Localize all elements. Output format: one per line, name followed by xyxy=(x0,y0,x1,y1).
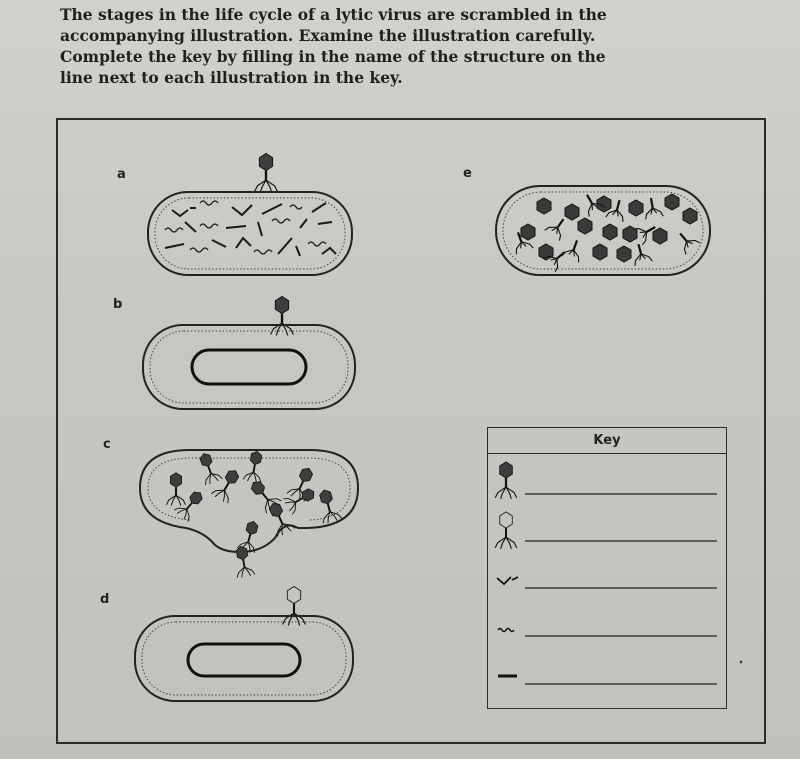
capsid-icon xyxy=(683,208,697,224)
virus-icon xyxy=(174,487,208,522)
tail-fiber-icon xyxy=(545,214,571,241)
capsid-icon xyxy=(578,218,592,234)
stage-c-cell xyxy=(140,450,358,578)
stage-a-cell xyxy=(148,153,352,275)
virus-icon xyxy=(315,488,342,525)
attached-virus-icon xyxy=(255,153,278,192)
capsid-icon xyxy=(521,224,535,240)
tail-fiber-icon xyxy=(562,237,586,262)
capsid-icon xyxy=(565,204,579,220)
dna-fragments xyxy=(165,201,336,256)
circular-dna xyxy=(192,350,306,384)
capsid-icon xyxy=(629,200,643,216)
stage-label-b: b xyxy=(113,297,123,312)
capsid-icon xyxy=(665,194,679,210)
empty-virus-icon xyxy=(283,586,306,625)
virus-icon xyxy=(166,473,185,506)
stage-label-d: d xyxy=(100,592,110,607)
virus-icon xyxy=(195,451,222,486)
stage-label-a: a xyxy=(117,167,126,182)
tail-fiber-icon xyxy=(642,197,663,220)
capsid-icon xyxy=(653,228,667,244)
stage-label-c: c xyxy=(103,437,111,452)
attached-virus-icon xyxy=(271,296,294,335)
instructions-text: The stages in the life cycle of a lytic virus are scrambled in the accompanying illustration. Examine the illustration carefully. Complete the key by filling in the name of the structure on the line next to each illustration in the key. xyxy=(60,5,607,87)
stage-label-e: e xyxy=(463,166,472,181)
capsid-icon xyxy=(593,244,607,260)
stage-b-cell xyxy=(143,296,355,409)
tail-fiber-icon xyxy=(673,228,700,255)
circular-dna xyxy=(188,644,300,676)
key-title: Key xyxy=(488,428,726,454)
stage-d-cell xyxy=(135,586,353,701)
stage-e-cell xyxy=(496,186,710,275)
stray-dot xyxy=(740,661,743,664)
tail-fiber-icon xyxy=(630,242,653,266)
capsid-icon xyxy=(537,198,551,214)
virus-icon xyxy=(243,450,266,483)
capsid-icon xyxy=(603,224,617,240)
key-box xyxy=(487,427,727,709)
virus-icon xyxy=(211,466,244,504)
capsid-icon xyxy=(617,246,631,262)
capsid-icon xyxy=(623,226,637,242)
escaping-virus-icon xyxy=(232,545,255,578)
